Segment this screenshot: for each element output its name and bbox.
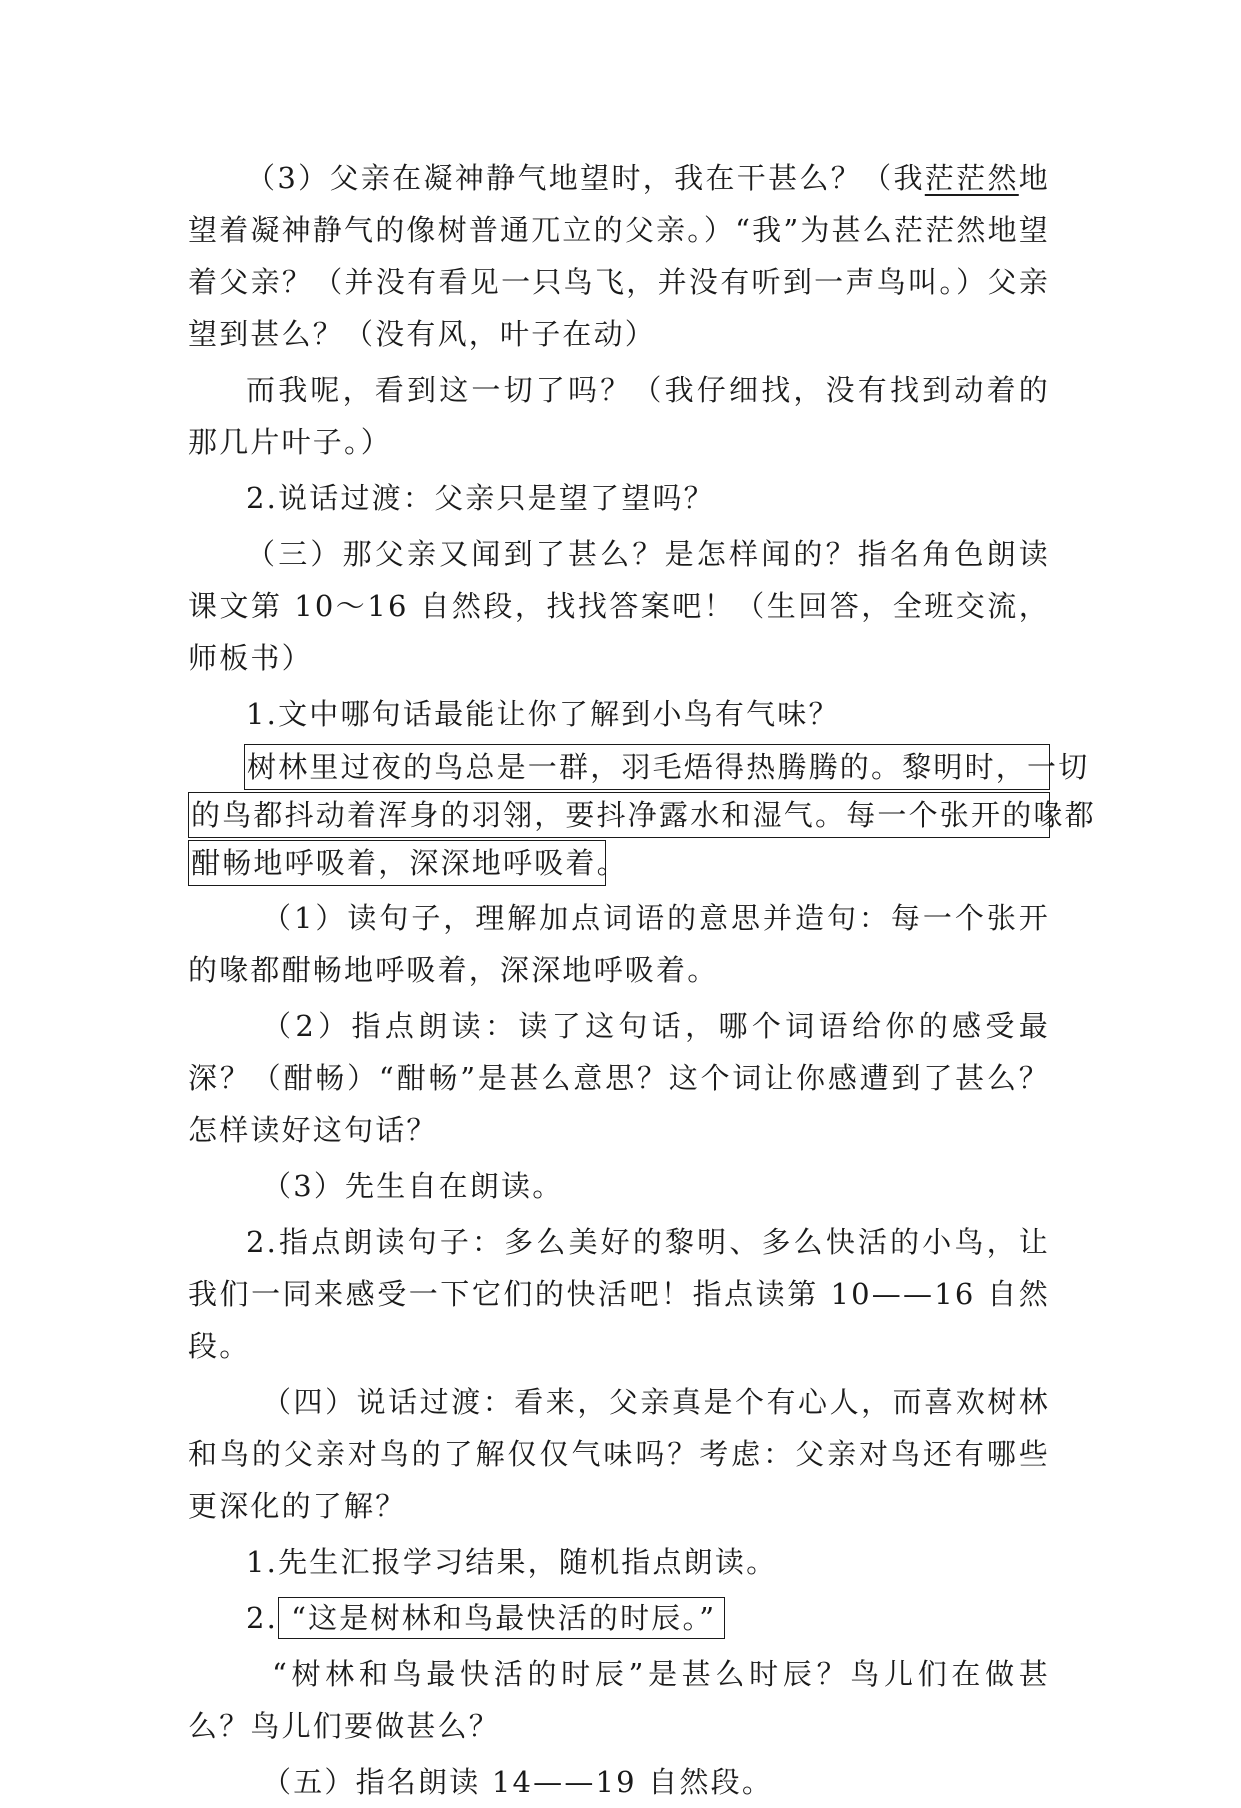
paragraph-report: 1.先生汇报学习结果，随机指点朗读。	[246, 1545, 778, 1579]
underlined-word: 茫茫然	[924, 161, 1019, 195]
text-segment: （3）父亲在凝神静气地望时，我在干甚么？（我	[246, 161, 925, 195]
paragraph-read-sentence: （1）读句子，理解加点词语的意思并造句：每一个张开的喙都酣畅地呼吸着，深深地呼吸着。	[188, 901, 1050, 987]
boxed-line-1: 树林里过夜的鸟总是一群，羽毛焐得热腾腾的。黎明时，一切	[244, 744, 1050, 790]
boxed-quotation	[188, 744, 1096, 886]
paragraph-guided-reading-2: 2.指点朗读句子：多么美好的黎明、多么快活的小鸟，让我们一同来感受一下它们的快活吧！指点读第 10——16 自然段。	[188, 1225, 1050, 1363]
paragraph-boxed-sentence	[188, 1592, 1050, 1644]
paragraph-free-reading: （3）先生自在朗读。	[262, 1169, 564, 1203]
paragraph-question-smell: 1.文中哪句话最能让你了解到小鸟有气味？	[246, 697, 840, 731]
paragraph-guided-reading: （2）指点朗读：读了这句话，哪个词语给你的感受最深？（酣畅）“酣畅”是甚么意思？这个词让你感遭到了甚么？怎样读好这句话？	[188, 1009, 1050, 1147]
boxed-line-3: 酣畅地呼吸着，深深地呼吸着。	[188, 840, 606, 886]
paragraph-father-gazing	[188, 152, 1050, 360]
item-number: 2.	[246, 1601, 279, 1635]
paragraph-section-five: （五）指名朗读 14——19 自然段。	[262, 1765, 774, 1799]
boxed-line-2: 的鸟都抖动着浑身的羽翎，要抖净露水和湿气。每一个张开的喙都	[188, 792, 1050, 838]
paragraph-section-three: （三）那父亲又闻到了甚么？是怎样闻的？指名角色朗读课文第 10～16 自然段，找找答案吧！（生回答，全班交流，师板书）	[188, 537, 1050, 675]
paragraph-transition-1: 2.说话过渡：父亲只是望了望吗？	[246, 481, 715, 515]
text-segment: 地望着凝神静气的像树普通兀立的父亲。）“我”为甚么茫茫然地望着父亲？（并没有看见一只鸟飞，并没有听到一声鸟叫。）父亲望到甚么？（没有风，叶子在动）	[188, 161, 1050, 351]
paragraph-section-four: （四）说话过渡：看来，父亲真是个有心人，而喜欢树林和鸟的父亲对鸟的了解仅仅气味吗？考虑：父亲对鸟还有哪些更深化的了解？	[188, 1385, 1050, 1523]
boxed-sentence: “这是树林和鸟最快活的时辰。”	[278, 1597, 725, 1639]
paragraph-what-i-saw: 而我呢，看到这一切了吗？（我仔细找，没有找到动着的那几片叶子。）	[188, 373, 1050, 459]
document-page	[188, 152, 1096, 1808]
paragraph-happiest-time: “树林和鸟最快活的时辰”是甚么时辰？鸟儿们在做甚么？鸟儿们要做甚么？	[188, 1657, 1050, 1743]
